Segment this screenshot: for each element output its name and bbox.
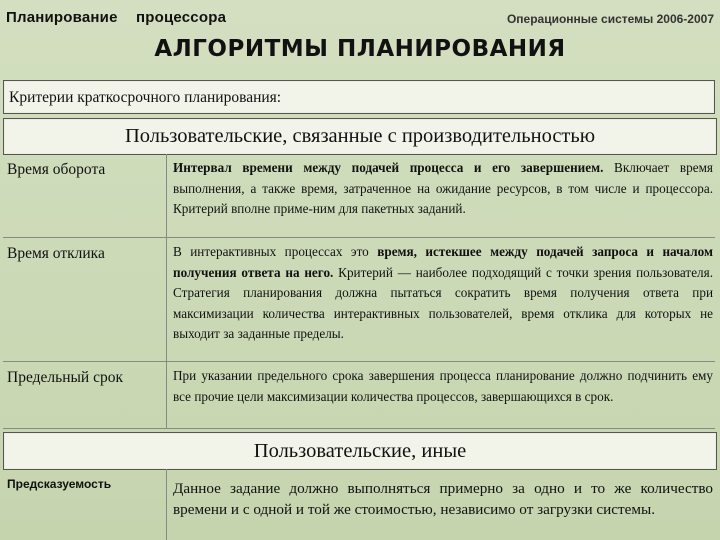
desc-text: Включает время выполнения, а также время, затраченное на ожидание ресурсов, в том числе и процессора. Критерий вполне приме-ним для пакетных заданий. xyxy=(173,160,713,216)
row-description: Данное задание должно выполняться примерно за одно и то же количество времени и с одной и той же стоимостью, независимо от загрузки системы. xyxy=(173,480,713,518)
desc-emphasis: Интервал времени между подачей процесса и его завершением. xyxy=(173,160,604,175)
row-description xyxy=(173,242,713,345)
row-term: Время оборота xyxy=(7,161,106,178)
section-other-title: Пользовательские, иные xyxy=(3,432,717,470)
row-description xyxy=(173,158,713,220)
row-term: Предельный срок xyxy=(7,369,123,386)
table-row xyxy=(3,469,715,540)
row-term: Предсказуемость xyxy=(7,477,112,491)
row-description: При указании предельного срока завершения процесса планирование должно подчинить ему все прочие цели максимизации количества процессов, завершающихся в срок. xyxy=(173,368,713,404)
row-term: Время отклика xyxy=(7,245,105,262)
desc-emphasis: время, истекшее между подачей запроса и началом получения ответа на него. xyxy=(173,244,713,280)
table-row xyxy=(3,154,715,238)
header-course: Операционные системы 2006-2007 xyxy=(506,12,714,26)
column-divider xyxy=(166,238,167,361)
table-row xyxy=(3,362,715,429)
table-row xyxy=(3,238,715,362)
desc-text: Критерий — наиболее подходящий с точки зрения пользователя. Стратегия планирования должна пытаться сократить время получения ответа при максимизации количества интерактивных пользователей, время отклика для которых не выходит за заданные пределы. xyxy=(173,264,713,341)
criteria-heading: Критерии краткосрочного планирования: xyxy=(3,80,715,114)
header-topic: Планирование процессора xyxy=(6,9,227,26)
column-divider xyxy=(166,362,167,428)
section-performance-title: Пользовательские, связанные с производительностью xyxy=(3,118,717,155)
column-divider xyxy=(166,469,167,540)
page-title: АЛГОРИТМЫ ПЛАНИРОВАНИЯ xyxy=(154,36,566,62)
column-divider xyxy=(166,154,167,237)
desc-text: В интерактивных процессах это xyxy=(173,244,378,259)
